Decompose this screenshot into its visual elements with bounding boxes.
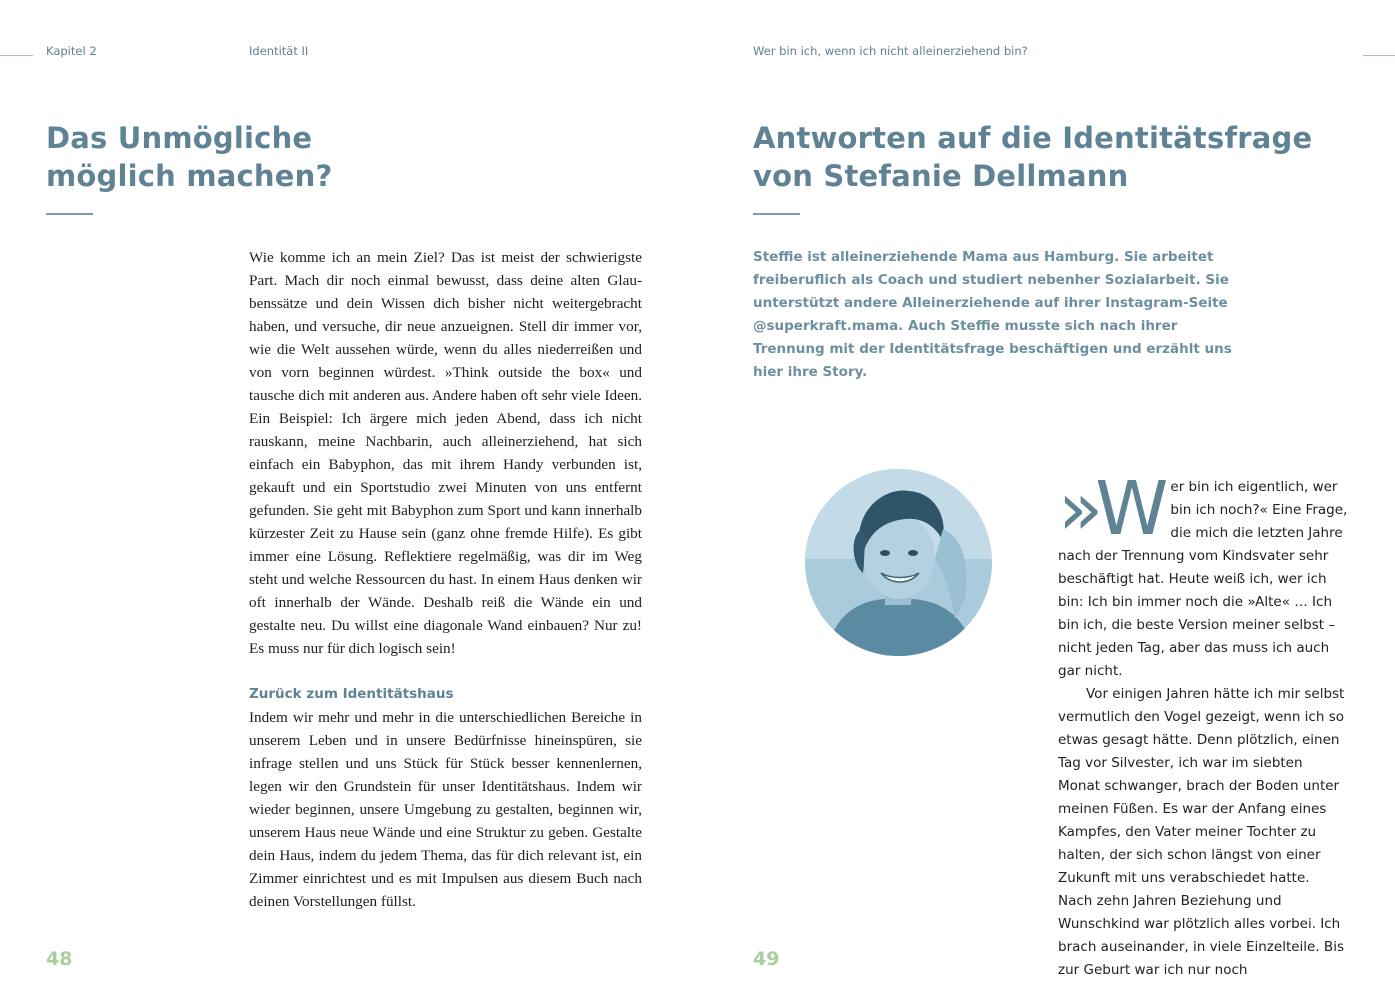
page-title-right: [753, 119, 1312, 195]
right-header: Wer bin ich, wenn ich nicht alleinerziehend bin?: [753, 44, 1028, 58]
section-header: Identität II: [249, 44, 309, 58]
story-paragraph-1: er bin ich eigentlich, wer bin ich noch?« Eine Frage, die mich die letzten Jahre nach der Trennung vom Kindsvater sehr beschäftigt hat. Heute weiß ich, wer ich bin: Ich bin immer noch die »Alte« … Ich bin ich, die beste Version meiner selbst – nicht jeden Tag, aber das muss ich auch gar nicht.: [1058, 479, 1348, 679]
page-title-left: [46, 119, 332, 195]
left-edge-rule: [0, 55, 33, 56]
right-edge-rule: [1363, 55, 1395, 56]
body-text-left: [249, 246, 642, 913]
subheading: Zurück zum Identitätshaus: [249, 686, 454, 702]
paragraph-2: Indem wir mehr und mehr in die unterschiedlichen Bereiche in unserem Leben und in unsere Bedürfnisse hineinspüren, sie infrage stellen und uns Stück für Stück besser kennenlernen, legen wir den Grundstein für unser Identitätshaus. Indem wir wieder beginnen, unsere Umgebung zu gestalten, beginnen wir, unserem Haus neue Wände und eine Struktur zu geben. Gestalte dein Haus, indem du jedem Thema, das für dich relevant ist, ein Zimmer einrichtest und es mit Impulsen aus diesem Buch nach deinen Vorstellungen füllst.: [249, 709, 642, 910]
title-line-1: Antworten auf die Identitätsfrage: [753, 121, 1313, 155]
title-line-1: Das Unmögliche: [46, 121, 313, 155]
dropcap: »W: [1058, 466, 1165, 552]
paragraph-1: Wie komme ich an mein Ziel? Das ist meist der schwierigste Part. Mach dir noch einmal bewusst, dass deine alten Glaubenssätze und dein Wissen dich bisher nicht weitergebracht haben, und versuche, dir neue anzueignen. Stell dir immer vor, wie die Welt aussehen würde, wenn du alles niederreißen und von vorn beginnen würdest. »Think outside the box« und tausche dich mit anderen aus. Andere haben oft sehr viele Ideen. Ein Beispiel: Ich ärgere mich jeden Abend, dass ich nicht rauskann, meine Nachbarin, auch alleinerziehend, hat sich einfach ein Babyphon, das mit ihrem Handy verbunden ist, gekauft und ein Sportstudio zwei Minuten von uns entfernt gefunden. Sie geht mit Babyphon zum Sport und kann innerhalb kürzester Zeit zu Hause sein (ganz ohne fremde Hilfe). Es gibt immer eine Lösung. Reflektiere regelmäßig, was dir im Weg steht und welche Ressourcen du hast. In einem Haus denken wir oft innerhalb der Wände. Deshalb reiß die Wände ein und gestalte neu. Du willst eine diagonale Wand einbauen? Nur zu! Es muss nur für dich logisch sein!: [249, 249, 642, 657]
page-number-left: 48: [46, 948, 73, 970]
title-rule-right: [753, 213, 800, 215]
portrait-photo: [805, 469, 992, 656]
title-line-2: möglich machen?: [46, 159, 333, 193]
chapter-header: Kapitel 2: [46, 44, 97, 58]
intro-text: Steffie ist alleinerziehende Mama aus Hamburg. Sie arbeitet freiberuflich als Coach und studiert nebenher Sozialarbeit. Sie unterstützt andere Alleinerziehende auf ihrer Instagram-Seite @superkraft.mama. Auch Steffie musste sich nach ihrer Trennung mit der Identitätsfrage beschäftigen und erzählt uns hier ihre Story.: [753, 249, 1232, 380]
title-line-2: von Stefanie Dellmann: [753, 159, 1129, 193]
story-paragraph-2: Vor einigen Jahren hätte ich mir selbst vermutlich den Vogel gezeigt, wenn ich so etwas gesagt hätte. Denn plötzlich, einen Tag vor Silvester, ich war im siebten Monat schwanger, brach der Boden unter meinen Füßen. Es war der Anfang eines Kampfes, den Vater meiner Tochter zu halten, der sich schon längst von einer Zukunft mit uns verabschiedet hatte. Nach zehn Jahren Beziehung und Wunschkind war plötzlich alles vorbei. Ich brach auseinander, in viele Einzelteile. Bis zur Geburt war ich nur noch: [1058, 686, 1345, 978]
page-number-right: 49: [753, 948, 780, 970]
title-rule-left: [46, 213, 93, 215]
story-text: [1058, 466, 1348, 982]
portrait-illustration: [805, 469, 992, 656]
